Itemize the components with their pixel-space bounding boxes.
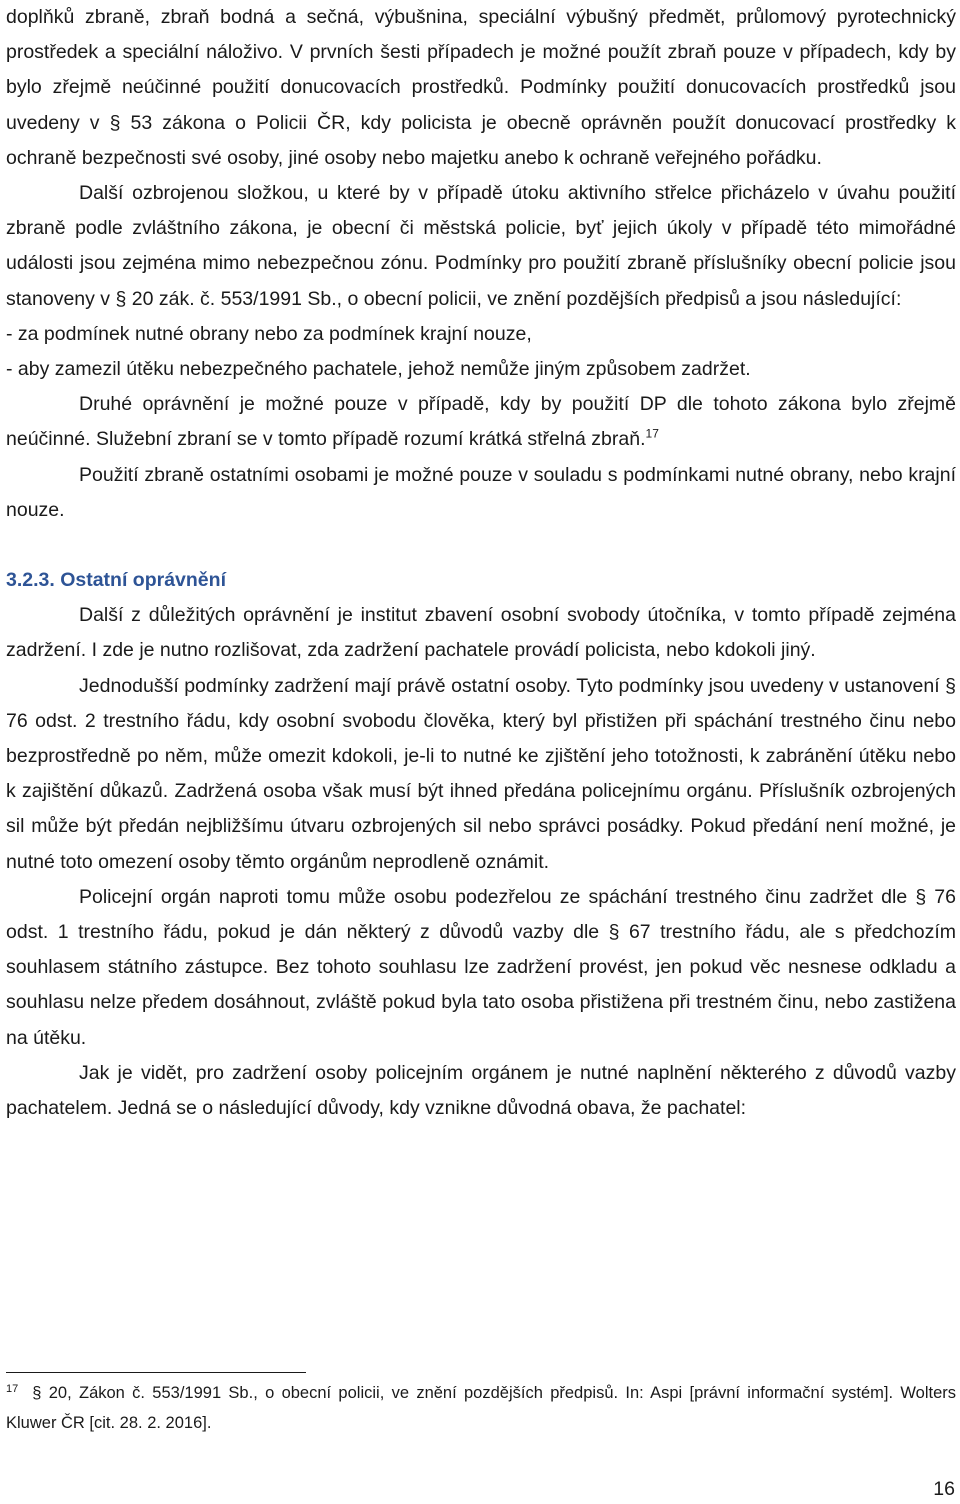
- page-number: 16: [933, 1478, 955, 1500]
- footnote-number: 17: [6, 1382, 19, 1395]
- paragraph-weapons-list: doplňků zbraně, zbraň bodná a sečná, výbušnina, speciální výbušný předmět, průlomový pyrotechnický prostředek a speciální náloživo. V prvních šesti případech je možné použít zbraň pouze v případech, kdy by bylo zřejmě neúčinné použití donucovacích prostředků. Podmínky použití donucovacích prostředků jsou uvedeny v § 53 zákona o Policii ČR, kdy policista je obecně oprávněn použít donucovací prostředky k ochraně bezpečnosti své osoby, jiné osoby nebo majetku anebo k ochraně veřejného pořádku.: [6, 6, 956, 169]
- list-item-self-defense: - za podmínek nutné obrany nebo za podmínek krajní nouze,: [6, 322, 532, 345]
- footnote-divider: [6, 1372, 306, 1373]
- footnote-text: § 20, Zákon č. 553/1991 Sb., o obecní policii, ve znění pozdějších předpisů. In: Aspi [právní informační systém]. Wolters Kluwer ČR [cit. 28. 2. 2016].: [6, 1384, 956, 1432]
- footnote-reference[interactable]: 17: [645, 426, 659, 441]
- section-heading: 3.2.3. Ostatní oprávnění: [6, 569, 226, 592]
- footnote: [6, 1378, 956, 1438]
- list-item-prevent-escape: - aby zamezil útěku nebezpečného pachatele, jehož nemůže jiným způsobem zadržet.: [6, 358, 751, 381]
- paragraph-police-detention: Policejní orgán naproti tomu může osobu podezřelou ze spáchání trestného činu zadržet dle § 76 odst. 1 trestního řádu, pokud je dán některý z důvodů vazby dle § 67 trestního řádu, ale s předchozím souhlasem státního zástupce. Bez tohoto souhlasu lze zadržení provést, jen pokud věc nesnese odkladu a souhlasu nelze předem dosáhnout, zvláště pokud byla tato osoba přistižena při trestném činu, nebo zastižena na útěku.: [6, 885, 956, 1049]
- paragraph-custody-reasons: Jak je vidět, pro zadržení osoby policejním orgánem je nutné naplnění některého z důvodů vazby pachatelem. Jedná se o následující důvody, kdy vznikne důvodná obava, že pachatel:: [6, 1061, 956, 1120]
- paragraph-municipal-police: Další ozbrojenou složkou, u které by v případě útoku aktivního střelce přicházelo v úvahu použití zbraně podle zvláštního zákona, je obecní či městská policie, byť jejich úkoly v případě této mimořádné události jsou zejména mimo nebezpečnou zónu. Podmínky pro použití zbraně příslušníky obecní policie jsou stanoveny v § 20 zák. č. 553/1991 Sb., o obecní policii, ve znění pozdějších předpisů a jsou následující:: [6, 182, 956, 310]
- paragraph-second-authorization: [6, 387, 956, 457]
- paragraph-other-persons-detention: Jednodušší podmínky zadržení mají právě ostatní osoby. Tyto podmínky jsou uvedeny v ustanovení § 76 odst. 2 trestního řádu, kdy osobní svobodu člověka, který byl přistižen při spáchání trestného činu nebo bezprostředně po něm, může omezit kdokoli, je-li to nutné ke zjištění jeho totožnosti, k zabránění útěku nebo k zajištění důkazů. Zadržená osoba však musí být ihned předána policejnímu orgánu. Příslušník ozbrojených sil může být předán nejbližšímu útvaru ozbrojených sil nebo správci posádky. Pokud předání není možné, je nutné toto omezení osoby těmto orgánům neprodleně oznámit.: [6, 674, 956, 873]
- document-page: [6, 0, 956, 1126]
- paragraph-detention-institute: Další z důležitých oprávnění je institut zbavení osobní svobody útočníka, v tomto případě zejména zadržení. I zde je nutno rozlišovat, zda zadržení pachatele provádí policista, nebo kdokoli jiný.: [6, 604, 956, 662]
- paragraph-second-authorization-text: Druhé oprávnění je možné pouze v případě, kdy by použití DP dle tohoto zákona bylo zřejmě neúčinné. Služební zbraní se v tomto případě rozumí krátká střelná zbraň.: [6, 393, 956, 451]
- paragraph-other-persons: Použití zbraně ostatními osobami je možné pouze v souladu s podmínkami nutné obrany, nebo krajní nouze.: [6, 463, 956, 521]
